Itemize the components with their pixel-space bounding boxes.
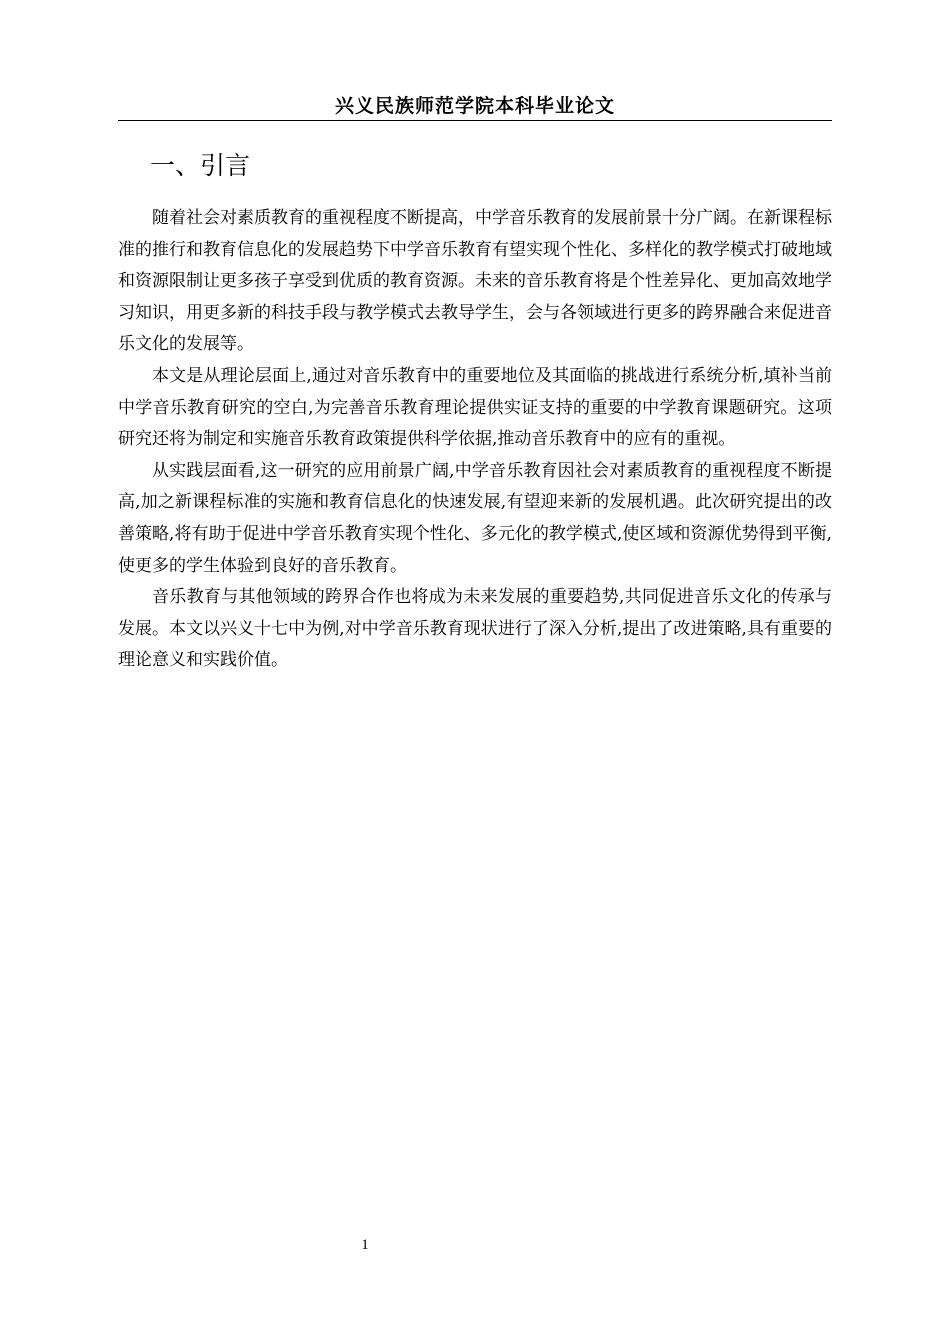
body-text bbox=[118, 203, 832, 677]
header-divider bbox=[118, 120, 832, 121]
page-number: 1 bbox=[361, 1237, 369, 1253]
paragraph-3: 从实践层面看,这一研究的应用前景广阔,中学音乐教育因社会对素质教育的重视程度不断提高,加之新课程标准的实施和教育信息化的快速发展,有望迎来新的发展机遇。此次研究提出的改善策略,将有助于促进中学音乐教育实现个性化、多元化的教学模式,使区域和资源优势得到平衡,使更多的学生体验到良好的音乐教育。 bbox=[118, 460, 832, 576]
page-header-title: 兴义民族师范学院本科毕业论文 bbox=[334, 95, 615, 117]
paragraph-1: 随着社会对素质教育的重视程度不断提高，中学音乐教育的发展前景十分广阔。在新课程标准的推行和教育信息化的发展趋势下中学音乐教育有望实现个性化、多样化的教学模式打破地域和资源限制让更多孩子享受到优质的教育资源。未来的音乐教育将是个性差异化、更加高效地学习知识，用更多新的科技手段与教学模式去教导学生，会与各领域进行更多的跨界融合来促进音乐文化的发展等。 bbox=[118, 208, 832, 355]
section-heading: 一、引言 bbox=[150, 151, 251, 180]
paragraph-4: 音乐教育与其他领域的跨界合作也将成为未来发展的重要趋势,共同促进音乐文化的传承与发展。本文以兴义十七中为例,对中学音乐教育现状进行了深入分析,提出了改进策略,具有重要的理论意义和实践价值。 bbox=[118, 587, 832, 671]
paragraph-2: 本文是从理论层面上,通过对音乐教育中的重要地位及其面临的挑战进行系统分析,填补当前中学音乐教育研究的空白,为完善音乐教育理论提供实证支持的重要的中学教育课题研究。这项研究还将为制定和实施音乐教育政策提供科学依据,推动音乐教育中的应有的重视。 bbox=[118, 365, 832, 450]
